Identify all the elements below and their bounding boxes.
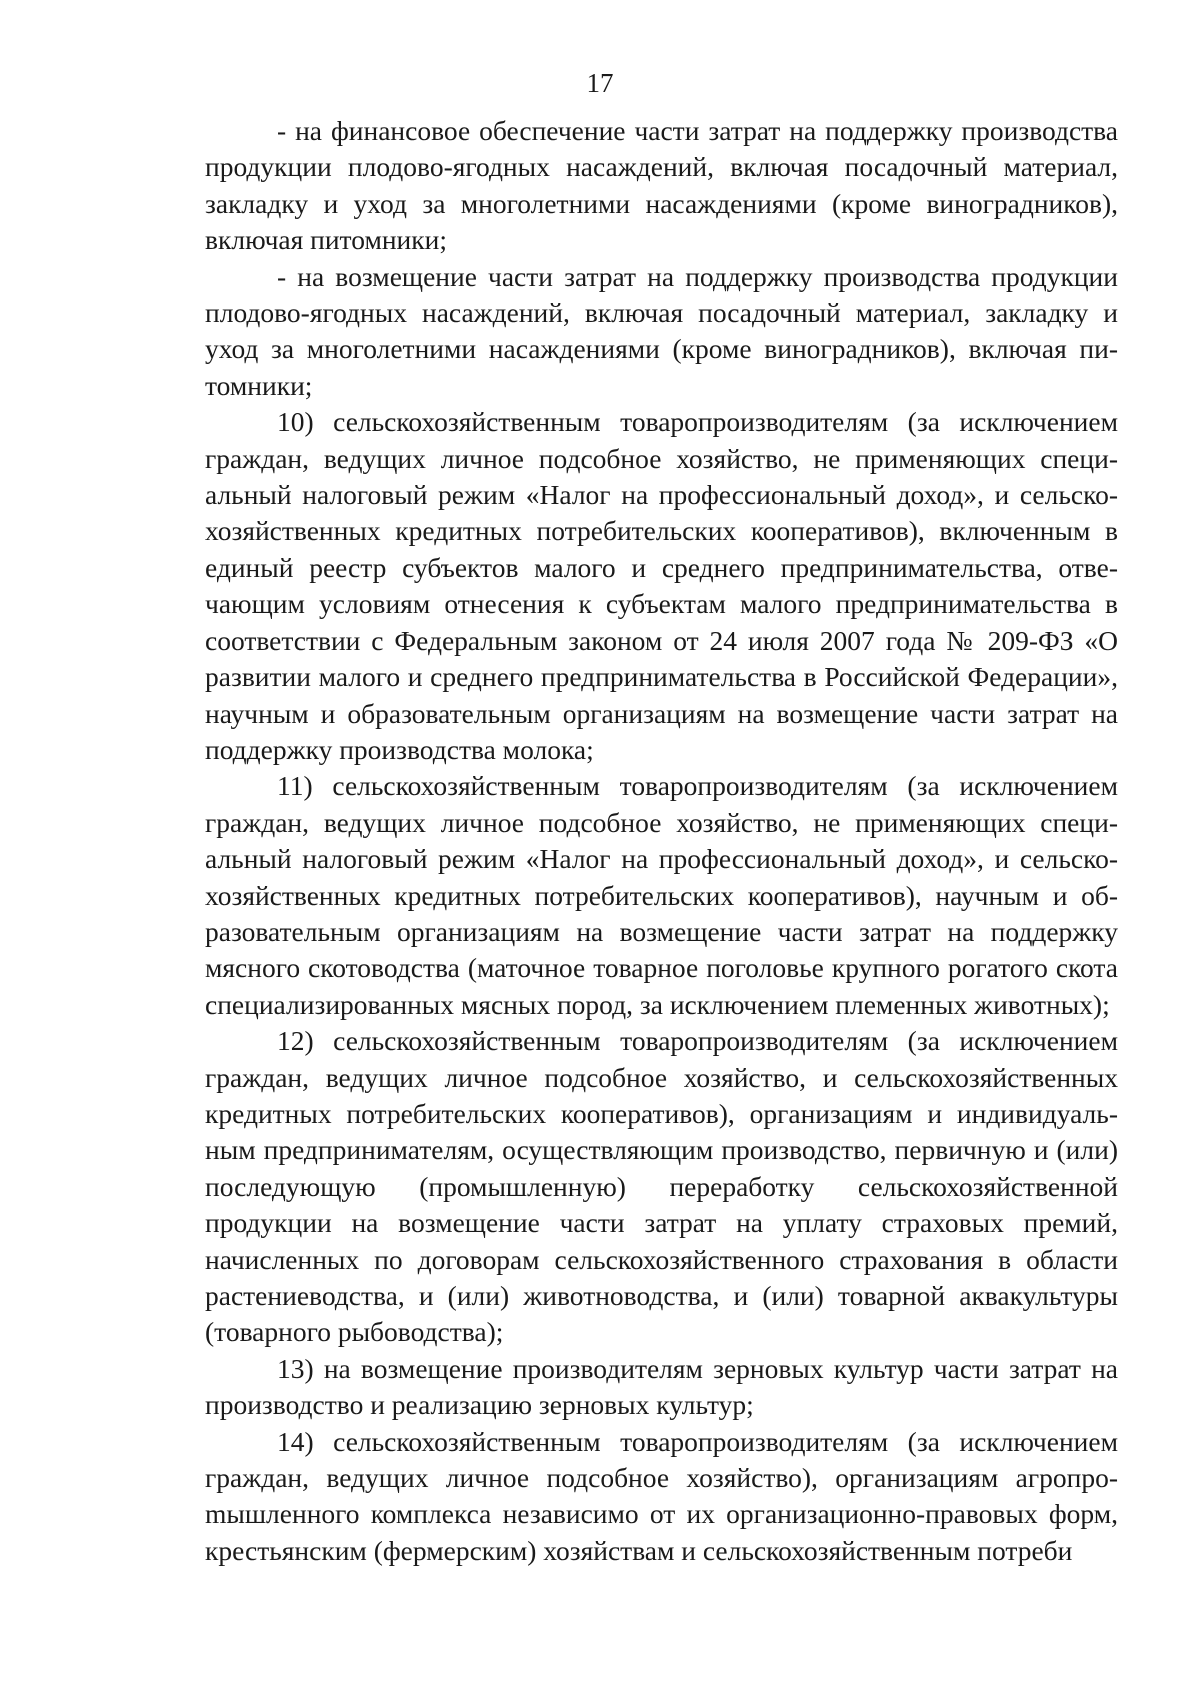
paragraph-cost-reimbursement: - на возмещение части затрат на поддержку производства продукции плодово-ягодных насаждений, включая посадочный материал, закладку и уход за многолетними насаждениями (кроме виноградников), включая питомники; bbox=[205, 260, 1118, 401]
paragraph-item-10: 10) сельскохозяйственным товаропроизводителям (за исключением граждан, ведущих личное подсобное хозяйство, не применяющих специальный налоговый режим «Налог на профессиональный доход», и сельскохозяйственных кредитных потребительских кооперативов), включенным в единый реестр субъектов малого и среднего предпринимательства, отвечающим условиям отнесения к субъектам малого предпринимательства в соответствии с Федеральным законом от 24 июля 2007 года № 209-ФЗ «О развитии малого и среднего предпринимательства в Российской Федерации», научным и образовательным организациям на возмещение части затрат на поддержку производства молока; bbox=[205, 406, 1118, 765]
paragraph-item-11: 11) сельскохозяйственным товаропроизводителям (за исключением граждан, ведущих личное подсобное хозяйство, не применяющих специальный налоговый режим «Налог на профессиональный доход», и сельскохозяйственных кредитных потребительских кооперативов), научным и образовательным организациям на возмещение части затрат на поддержку мясного скотоводства (маточное товарное поголовье крупного рогатого скота специализированных мясных пород, за исключением племенных животных); bbox=[205, 770, 1118, 1020]
paragraph-item-14: 14) сельскохозяйственным товаропроизводителям (за исключением граждан, ведущих личное подсобное хозяйство), организациям агропроmышленного комплекса независимо от их организационно-правовых форм, крестьянским (фермерским) хозяйствам и сельскохозяйственным потреби bbox=[205, 1425, 1118, 1566]
document-body bbox=[205, 113, 1118, 1569]
paragraph-item-13: 13) на возмещение производителям зерновых культур части затрат на производство и реализацию зерновых культур; bbox=[205, 1352, 1118, 1421]
paragraph-item-12: 12) сельскохозяйственным товаропроизводителям (за исключением граждан, ведущих личное подсобное хозяйство, и сельскохозяйственных кредитных потребительских кооперативов), организациям и индивидуальным предпринимателям, осуществляющим производство, первичную и (или) последующую (промышленную) переработку сельскохозяйственной продукции на возмещение части затрат на уплату страховых премий, начисленных по договорам сельскохозяйственного страхования в области растениеводства, и (или) животноводства, и (или) товарной аквакультуры (товарного рыбоводства); bbox=[205, 1025, 1118, 1348]
paragraph-financial-support: - на финансовое обеспечение части затрат на поддержку производства продукции плодово-ягодных насаждений, включая посадочный материал, закладку и уход за многолетними насаждениями (кроме виноградников), включая питомники; bbox=[205, 115, 1118, 256]
page-number: 17 bbox=[586, 68, 614, 98]
